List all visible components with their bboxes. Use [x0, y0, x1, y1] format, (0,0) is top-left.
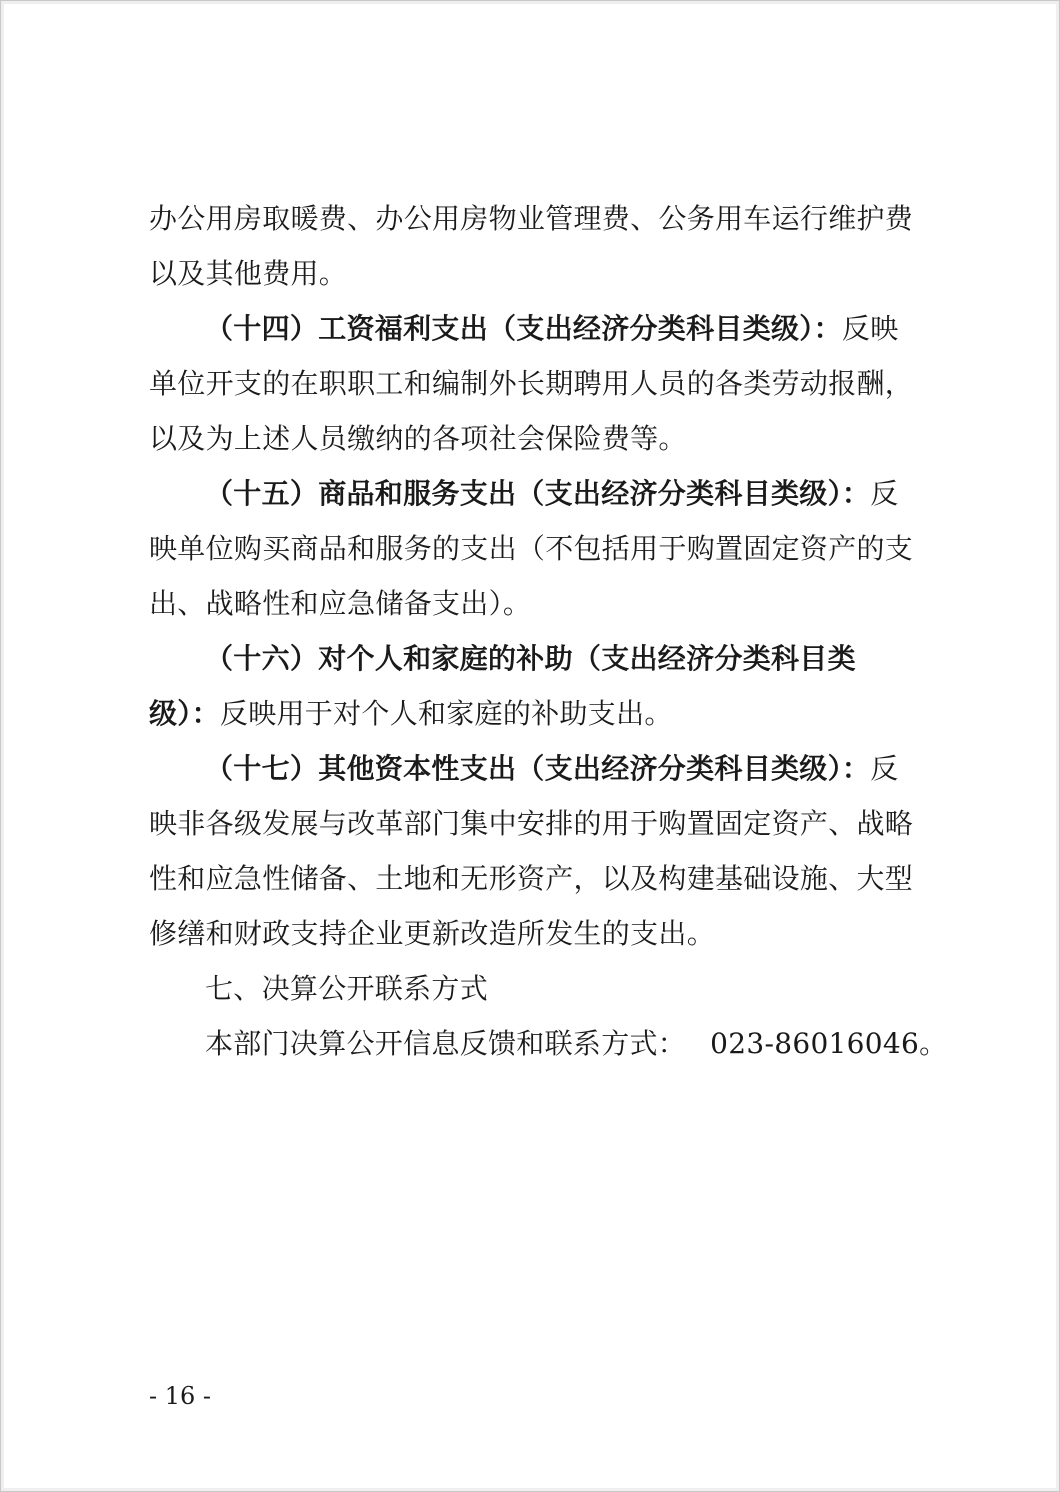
text-fragment: 反映用于对个人和家庭的补助支出。	[219, 697, 673, 730]
text-line: 映单位购买商品和服务的支出（不包括用于购置固定资产的支	[149, 532, 914, 565]
paragraph-fee-continuation	[149, 191, 914, 301]
text-fragment: 反	[870, 752, 899, 785]
text-line: 单位开支的在职职工和编制外长期聘用人员的各类劳动报酬，	[149, 367, 914, 400]
paragraph-household-subsidy	[149, 631, 914, 741]
section-heading-16-end: 级）：	[149, 697, 220, 730]
text-line	[149, 466, 914, 521]
text-line: 以及为上述人员缴纳的各项社会保险费等。	[149, 422, 687, 455]
text-line: 办公用房取暖费、办公用房物业管理费、公务用车运行维护费	[149, 202, 914, 235]
text-fragment: 反	[870, 477, 899, 510]
contact-label: 本部门决算公开信息反馈和联系方式：	[205, 1027, 687, 1060]
contact-phone: 023-86016046。	[710, 1027, 948, 1060]
paragraph-contact-info	[149, 1016, 948, 1071]
document-body	[149, 191, 948, 1071]
text-line: 出、战略性和应急储备支出）。	[149, 587, 532, 620]
text-line	[149, 301, 914, 356]
text-line: 以及其他费用。	[149, 257, 348, 290]
text-line: 映非各级发展与改革部门集中安排的用于购置固定资产、战略	[149, 807, 914, 840]
text-line: 性和应急性储备、土地和无形资产，以及构建基础设施、大型	[149, 862, 914, 895]
paragraph-salary-welfare	[149, 301, 914, 466]
paragraph-contact-heading	[149, 961, 914, 1016]
paragraph-other-capital	[149, 741, 914, 961]
text-line: 修缮和财政支持企业更新改造所发生的支出。	[149, 917, 716, 950]
section-heading-7: 七、决算公开联系方式	[205, 972, 489, 1005]
text-line	[149, 1016, 948, 1071]
text-line	[149, 741, 914, 796]
section-heading-14: （十四）工资福利支出（支出经济分类科目类级）：	[205, 312, 842, 345]
text-line	[149, 686, 914, 741]
section-heading-16: （十六）对个人和家庭的补助（支出经济分类科目类	[205, 642, 856, 675]
section-heading-17: （十七）其他资本性支出（支出经济分类科目类级）：	[205, 752, 871, 785]
section-heading-15: （十五）商品和服务支出（支出经济分类科目类级）：	[205, 477, 871, 510]
paragraph-goods-services	[149, 466, 914, 631]
text-fragment: 反映	[841, 312, 899, 345]
page-number: - 16 -	[149, 1382, 212, 1410]
